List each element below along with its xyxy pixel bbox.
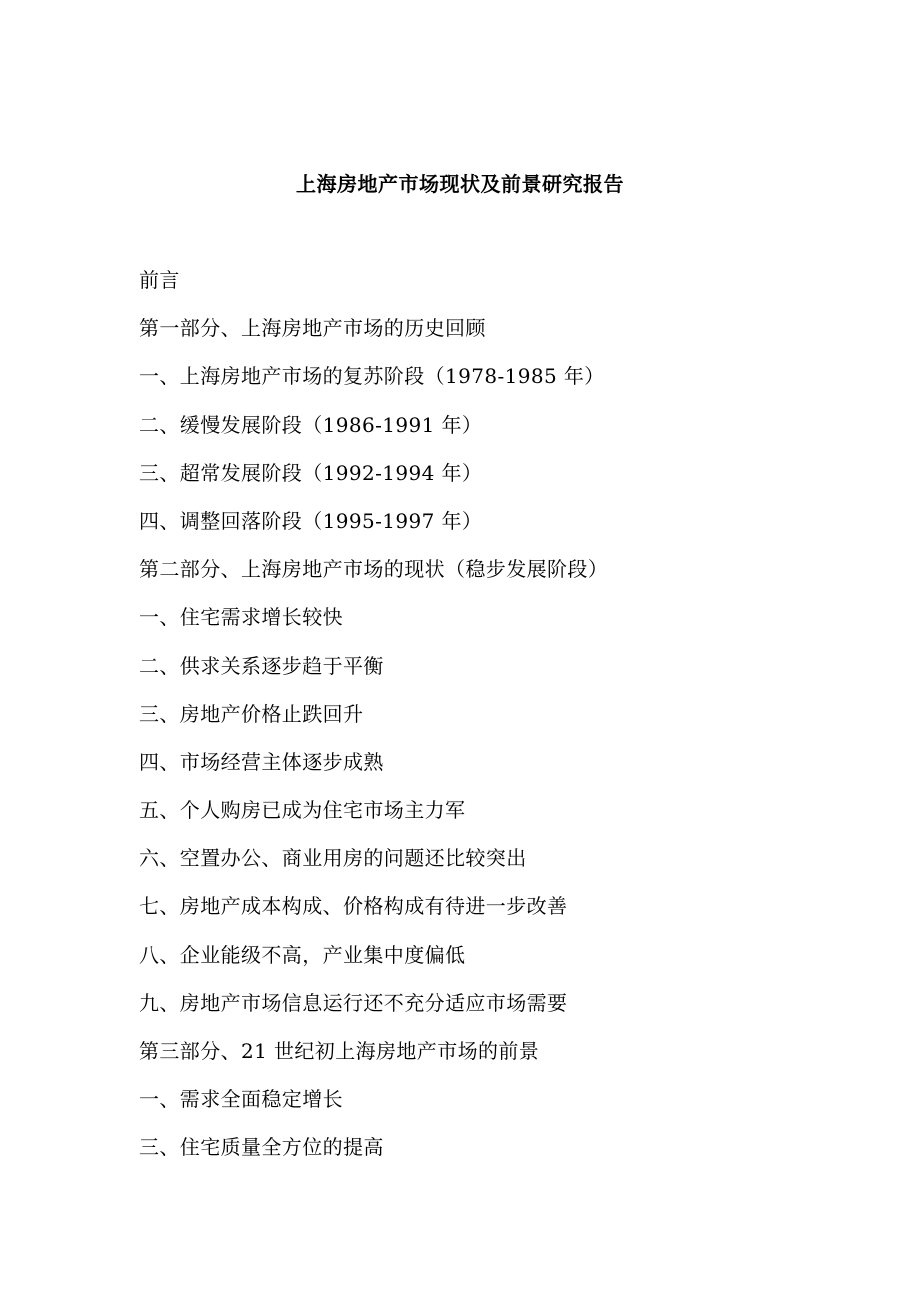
toc-item-part-2-section-2: 二、供求关系逐步趋于平衡 [139,653,384,678]
table-of-contents [139,266,859,1182]
toc-item-part-1-section-2: 二、缓慢发展阶段（1986-1991 年） [139,412,483,437]
document-title: 上海房地产市场现状及前景研究报告 [296,172,624,196]
toc-item-part-2-section-3: 三、房地产价格止跌回升 [139,701,364,726]
toc-item-part-2-section-6: 六、空置办公、商业用房的问题还比较突出 [139,846,527,871]
toc-item-part-2-section-7: 七、房地产成本构成、价格构成有待进一步改善 [139,894,568,919]
toc-item-part-2-section-1: 一、住宅需求增长较快 [139,605,343,630]
toc-item-part-2-section-9: 九、房地产市场信息运行还不充分适应市场需要 [139,990,568,1015]
toc-item-part-3: 第三部分、21 世纪初上海房地产市场的前景 [139,1039,540,1063]
toc-item-part-3-section-1: 一、需求全面稳定增长 [139,1087,343,1112]
toc-item-part-2-section-4: 四、市场经营主体逐步成熟 [139,749,384,774]
toc-item-part-1-section-3: 三、超常发展阶段（1992-1994 年） [139,460,483,485]
toc-item-preface: 前言 [139,268,180,292]
toc-item-part-2-section-8: 八、企业能级不高，产业集中度偏低 [139,942,466,967]
toc-item-part-2-section-5: 五、个人购房已成为住宅市场主力军 [139,798,466,823]
toc-item-part-3-section-3: 三、住宅质量全方位的提高 [139,1135,384,1160]
toc-item-part-1: 第一部分、上海房地产市场的历史回顾 [139,316,486,341]
toc-item-part-1-section-4: 四、调整回落阶段（1995-1997 年） [139,508,483,533]
toc-item-part-1-section-1: 一、上海房地产市场的复苏阶段（1978-1985 年） [139,364,605,389]
toc-item-part-2: 第二部分、上海房地产市场的现状（稳步发展阶段） [139,557,609,582]
